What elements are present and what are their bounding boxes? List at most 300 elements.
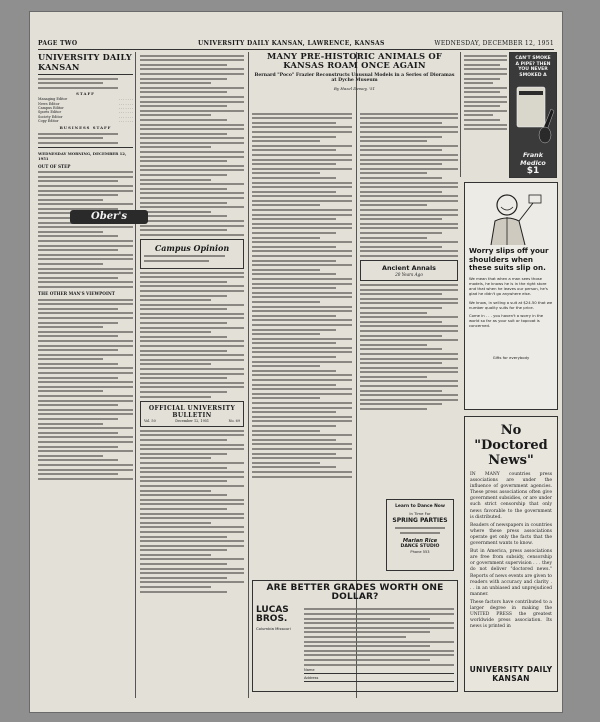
- grades-ad-city: Columbia Missouri: [256, 625, 291, 631]
- text-line: [38, 258, 133, 260]
- ancient-annals-title: Ancient Annals: [382, 264, 436, 272]
- text-line: [360, 376, 427, 378]
- text-line: [252, 462, 320, 464]
- text-line: [140, 359, 244, 361]
- text-line: [140, 485, 244, 487]
- staff-role: Managing Editor: [38, 97, 68, 102]
- text-line: [140, 462, 244, 464]
- text-line: [140, 549, 227, 551]
- text-line: [464, 124, 507, 126]
- text-line: [252, 453, 336, 455]
- text-line: [360, 195, 458, 197]
- text-line: [140, 350, 227, 352]
- text-line: [252, 136, 336, 138]
- text-line: [252, 163, 336, 165]
- text-line: [38, 171, 133, 173]
- text-line: [252, 117, 352, 119]
- text-line: [38, 133, 118, 135]
- text-line: [252, 315, 336, 317]
- text-line: [140, 110, 244, 112]
- text-line: [464, 119, 500, 121]
- text-line: [252, 145, 352, 147]
- issue-date: WEDNESDAY, DECEMBER 12, 1951: [434, 40, 554, 47]
- text-line: [38, 423, 103, 425]
- man-illustration: [469, 187, 555, 247]
- text-line: [38, 335, 118, 337]
- dance-ad-line: SPRING PARTIES: [392, 517, 448, 524]
- page-folio: [38, 40, 554, 48]
- text-line: [252, 246, 336, 248]
- text-line: [140, 96, 244, 98]
- text-line: [38, 478, 133, 480]
- staff-role: Campus Editor: [38, 105, 64, 110]
- text-line: [140, 522, 211, 524]
- feature-body: [252, 113, 352, 478]
- text-line: [252, 356, 336, 358]
- text-line: [360, 284, 458, 286]
- text-line: [140, 340, 244, 342]
- text-line: [38, 87, 118, 89]
- text-line: [38, 390, 103, 392]
- column-divider: [460, 52, 461, 177]
- text-line: [304, 627, 454, 629]
- text-line: [252, 388, 352, 390]
- text-line: [140, 101, 244, 103]
- text-line: [38, 137, 103, 139]
- text-line: [252, 338, 352, 340]
- text-line: [38, 349, 118, 351]
- obers-headline: Worry slips off your shoulders when these suits slip on.: [469, 246, 549, 273]
- text-line: [252, 191, 336, 193]
- newspaper-page: [30, 12, 562, 712]
- text-line: [140, 124, 244, 126]
- text-line: [140, 322, 227, 324]
- text-line: [140, 434, 244, 436]
- text-line: [38, 272, 133, 274]
- text-line: [252, 407, 352, 409]
- text-line: [140, 64, 227, 66]
- page-number: PAGE TWO: [38, 40, 78, 47]
- text-line: [360, 168, 458, 170]
- text-line: [38, 432, 118, 434]
- grades-ad-brand-line: BROS.: [256, 613, 288, 624]
- text-line: [38, 194, 118, 196]
- text-line: [140, 554, 211, 556]
- text-line: [252, 351, 352, 353]
- feature-headline: MANY PRE-HISTORIC ANIMALS OF KANSAS ROAM ONCE AGAIN: [267, 52, 442, 71]
- text-line: [140, 577, 227, 579]
- grades-ad-address-field[interactable]: Address: [304, 676, 454, 682]
- text-line: [38, 446, 118, 448]
- ancient-annals-body: [360, 284, 458, 410]
- text-line: [38, 372, 133, 374]
- text-line: [140, 581, 244, 583]
- text-line: [360, 191, 442, 193]
- text-line: [38, 203, 133, 205]
- text-line: [140, 59, 244, 61]
- text-line: [140, 169, 244, 171]
- text-line: [464, 105, 500, 107]
- text-line: [304, 659, 430, 661]
- text-line: [140, 591, 227, 593]
- text-line: [252, 443, 352, 445]
- editorial-dateline: WEDNESDAY MORNING, DECEMBER 12, 1951: [38, 150, 127, 161]
- text-line: [140, 133, 227, 135]
- text-line: [140, 313, 244, 315]
- grades-ad-brand-line: LUCAS: [256, 604, 289, 615]
- text-line: [360, 237, 427, 239]
- text-line: [140, 272, 244, 274]
- no-doctored-paragraph: But in America, press associations are free from subsidy, censorship or government supervision . . . they do not deliver "doctored news." Reports of news events are given to readers with accuracy and clarity . . . in an unbiased and unprejudiced manner.: [470, 549, 552, 597]
- text-line: [140, 165, 244, 167]
- text-line: [360, 246, 442, 248]
- text-line: [38, 469, 133, 471]
- text-line: [140, 386, 244, 388]
- text-line: [140, 540, 244, 542]
- dance-ad-line: Marian Rice: [402, 538, 438, 544]
- text-line: [140, 299, 211, 301]
- text-line: [252, 365, 320, 367]
- text-line: [140, 220, 244, 222]
- no-doctored-title: News": [488, 453, 534, 468]
- masthead-rule: [38, 74, 133, 75]
- text-line: [252, 168, 352, 170]
- text-line: [38, 231, 103, 233]
- paper-name: UNIVERSITY DAILY KANSAN, LAWRENCE, KANSAS: [198, 40, 385, 47]
- text-line: [140, 188, 227, 190]
- text-line: [252, 296, 352, 298]
- column-divider: [135, 52, 136, 698]
- text-line: [252, 324, 352, 326]
- text-line: [252, 292, 352, 294]
- text-line: [360, 172, 427, 174]
- no-doctored-paragraph: IN MANY countries press associations are under the influence of government agencies. These press associations often give government subsidies, or are under such strict censorship that only news favorable to the government is distributed.: [470, 472, 552, 520]
- editorial-body: [38, 299, 133, 480]
- folio-rule: [38, 49, 554, 50]
- text-line: [464, 68, 507, 70]
- text-line: [140, 290, 244, 292]
- text-line: [140, 151, 244, 153]
- text-line: [360, 204, 427, 206]
- text-line: [252, 209, 352, 211]
- text-line: [140, 444, 244, 446]
- text-line: [360, 209, 458, 211]
- text-line: [140, 448, 244, 450]
- bulletin-body: [140, 430, 244, 593]
- text-line: [140, 197, 244, 199]
- text-line: [140, 467, 227, 469]
- bulletin-number: No. 69: [228, 418, 240, 423]
- text-line: [38, 367, 133, 369]
- text-line: [252, 255, 352, 257]
- text-line: [38, 441, 133, 443]
- text-line: [140, 396, 211, 398]
- text-line: [252, 232, 336, 234]
- text-line: [252, 301, 320, 303]
- text-line: [400, 532, 441, 534]
- text-line: [38, 263, 103, 265]
- text-line: [252, 195, 352, 197]
- text-line: [464, 96, 507, 98]
- text-line: [38, 281, 133, 283]
- column-right-text: [464, 52, 507, 148]
- text-line: [140, 373, 244, 375]
- text-line: [140, 536, 227, 538]
- text-line: [38, 82, 103, 84]
- text-line: [252, 416, 352, 418]
- dance-studio-ad: [386, 499, 454, 571]
- text-line: [38, 386, 133, 388]
- text-line: [252, 154, 352, 156]
- text-line: [360, 149, 442, 151]
- text-line: [252, 204, 320, 206]
- text-line: [38, 358, 103, 360]
- text-line: [252, 347, 352, 349]
- text-line: [360, 182, 458, 184]
- text-line: [140, 295, 227, 297]
- text-line: [140, 229, 227, 231]
- text-line: [252, 223, 352, 225]
- text-line: [140, 308, 227, 310]
- text-line: [140, 327, 244, 329]
- text-line: [252, 287, 336, 289]
- text-line: [252, 177, 336, 179]
- text-line: [140, 457, 211, 459]
- text-line: [38, 377, 118, 379]
- text-line: [38, 395, 133, 397]
- text-line: [252, 172, 320, 174]
- text-line: [304, 636, 406, 638]
- grades-ad-copy: [304, 606, 454, 682]
- text-line: [252, 393, 352, 395]
- text-line: [38, 142, 118, 144]
- text-line: [140, 55, 244, 57]
- text-line: [360, 214, 458, 216]
- text-line: [38, 418, 118, 420]
- text-line: [360, 380, 458, 382]
- text-line: [360, 227, 458, 229]
- feature-column-a: [252, 110, 352, 582]
- letters-body: [140, 272, 244, 398]
- obers-body: We know, in selling a suit at $24.50 that we number quality suits for the price.: [469, 299, 553, 310]
- text-line: [140, 430, 244, 432]
- text-line: [140, 517, 244, 519]
- text-line: [140, 87, 244, 89]
- bulletin-title: OFFICIAL UNIVERSITY BULLETIN: [148, 404, 236, 419]
- text-line: [360, 293, 442, 295]
- grades-ad-name-field[interactable]: Name: [304, 668, 454, 674]
- text-line: [140, 183, 244, 185]
- text-line: [140, 490, 211, 492]
- text-line: [38, 245, 133, 247]
- article-body: [464, 55, 507, 131]
- text-line: [38, 268, 133, 270]
- text-line: [360, 344, 427, 346]
- text-line: [360, 325, 458, 327]
- text-line: [360, 131, 458, 133]
- text-line: [140, 82, 211, 84]
- text-line: [360, 399, 458, 401]
- text-line: [140, 206, 244, 208]
- text-line: [464, 64, 500, 66]
- text-line: [252, 260, 336, 262]
- article-body: [140, 55, 244, 236]
- text-line: [252, 200, 352, 202]
- text-line: [140, 368, 244, 370]
- text-line: [38, 473, 118, 475]
- text-line: [140, 336, 227, 338]
- text-line: [140, 276, 244, 278]
- text-line: [360, 223, 458, 225]
- text-line: [140, 568, 244, 570]
- dance-ad-line: Learn to Dance Now: [395, 504, 445, 509]
- bulletin-date: December 12, 1951: [175, 418, 210, 423]
- text-line: [360, 367, 458, 369]
- text-line: [252, 186, 352, 188]
- text-line: [252, 439, 336, 441]
- editorial-heading: THE OTHER MAN'S VIEWPOINT: [38, 290, 115, 296]
- text-line: [360, 408, 427, 410]
- text-line: [252, 420, 352, 422]
- text-line: [252, 149, 336, 151]
- text-line: [252, 370, 336, 372]
- text-line: [38, 354, 133, 356]
- text-line: [464, 128, 507, 130]
- text-line: [252, 384, 336, 386]
- text-line: [304, 654, 454, 656]
- text-line: [140, 281, 227, 283]
- no-doctored-signature: UNIVERSITY DAILY KANSAN: [469, 665, 553, 683]
- text-line: [360, 394, 458, 396]
- obers-body: We mean that when a man sees those models, he knows he is in the right store and that when he leaves our person, he's glad he didn't go anywhere else.: [469, 275, 548, 297]
- text-line: [304, 622, 454, 624]
- no-doctored-paragraph: These factors have contributed to a larger degree in making the UNITED PRESS the greatest worldwide press association. Its news is printed in: [470, 599, 552, 630]
- text-line: [360, 232, 442, 234]
- ancient-annals-box: [360, 260, 458, 281]
- text-line: [140, 304, 244, 306]
- staff-dots: . . . . . . .: [118, 118, 133, 123]
- text-line: [360, 403, 442, 405]
- text-line: [360, 186, 458, 188]
- text-line: [38, 326, 103, 328]
- text-line: [140, 179, 211, 181]
- staff-row: [38, 119, 133, 123]
- text-line: [252, 448, 352, 450]
- text-line: [304, 618, 430, 620]
- text-line: [360, 307, 442, 309]
- text-line: [360, 362, 442, 364]
- obers-body: Come in . . . you haven't a worry in the world so far as your suit or topcoat is concerned.: [469, 313, 544, 329]
- text-line: [140, 494, 227, 496]
- feature-byline: By Hazel Dewey, '51: [333, 85, 376, 91]
- text-line: [360, 348, 442, 350]
- text-line: [140, 354, 244, 356]
- text-line: [140, 503, 244, 505]
- text-line: [464, 78, 500, 80]
- text-line: [38, 436, 133, 438]
- column-campus: [140, 52, 244, 700]
- bulletin-meta: [144, 419, 240, 423]
- staff-role: Copy Editor: [38, 118, 59, 123]
- text-line: [252, 434, 352, 436]
- text-line: [140, 572, 244, 574]
- ancient-annals-subtitle: 20 Years Ago: [395, 272, 423, 277]
- text-line: [38, 249, 118, 251]
- no-doctored-news-ad: [464, 416, 558, 692]
- text-line: [38, 400, 133, 402]
- section-rule: [38, 147, 133, 148]
- text-line: [38, 459, 118, 461]
- text-line: [360, 316, 458, 318]
- text-line: [252, 306, 352, 308]
- text-line: [140, 285, 244, 287]
- text-line: [38, 180, 118, 182]
- pipe-illustration: [513, 81, 555, 151]
- text-line: [360, 159, 458, 161]
- text-line: [140, 558, 244, 560]
- text-line: [140, 377, 227, 379]
- text-line: [38, 345, 133, 347]
- text-line: [38, 299, 133, 301]
- bulletin-volume: Vol. 50: [144, 418, 156, 423]
- text-line: [252, 241, 352, 243]
- grades-ad-brand: [256, 606, 300, 682]
- text-line: [360, 312, 427, 314]
- text-line: [252, 402, 352, 404]
- text-line: [140, 563, 227, 565]
- text-line: [140, 192, 244, 194]
- dance-ad-line: DANCE STUDIO: [400, 544, 440, 549]
- text-line: [360, 177, 442, 179]
- text-line: [252, 227, 352, 229]
- text-line: [360, 126, 458, 128]
- text-line: [252, 471, 352, 473]
- text-line: [38, 404, 118, 406]
- text-line: [38, 450, 133, 452]
- text-line: [38, 464, 133, 466]
- feature-deck: Bernard "Poco" Frazier Reconstructs Unusual Models in a Series of Dioramas at Dyche Museum: [254, 72, 455, 84]
- text-line: [252, 182, 352, 184]
- text-line: [252, 476, 352, 478]
- text-line: [360, 218, 442, 220]
- text-line: [140, 317, 244, 319]
- text-line: [38, 409, 133, 411]
- text-line: [304, 631, 430, 633]
- text-line: [304, 645, 430, 647]
- text-line: [38, 185, 133, 187]
- tobacco-price: $1: [526, 166, 540, 177]
- text-line: [252, 126, 352, 128]
- obers-logo: Ober's: [70, 210, 148, 224]
- text-line: [38, 240, 133, 242]
- text-line: [140, 471, 244, 473]
- column-editorial: [38, 52, 133, 700]
- text-line: [140, 508, 227, 510]
- no-doctored-title: No "Doctored: [474, 423, 548, 453]
- text-line: [464, 59, 507, 61]
- staff-role: News Editor: [38, 101, 60, 106]
- text-line: [360, 140, 427, 142]
- text-line: [140, 234, 244, 236]
- text-line: [252, 214, 352, 216]
- text-line: [38, 226, 133, 228]
- text-line: [360, 255, 458, 257]
- text-line: [252, 218, 336, 220]
- text-line: [38, 381, 133, 383]
- staff-dots: . . . . . . .: [118, 110, 133, 115]
- text-line: [38, 286, 133, 288]
- text-line: [360, 145, 458, 147]
